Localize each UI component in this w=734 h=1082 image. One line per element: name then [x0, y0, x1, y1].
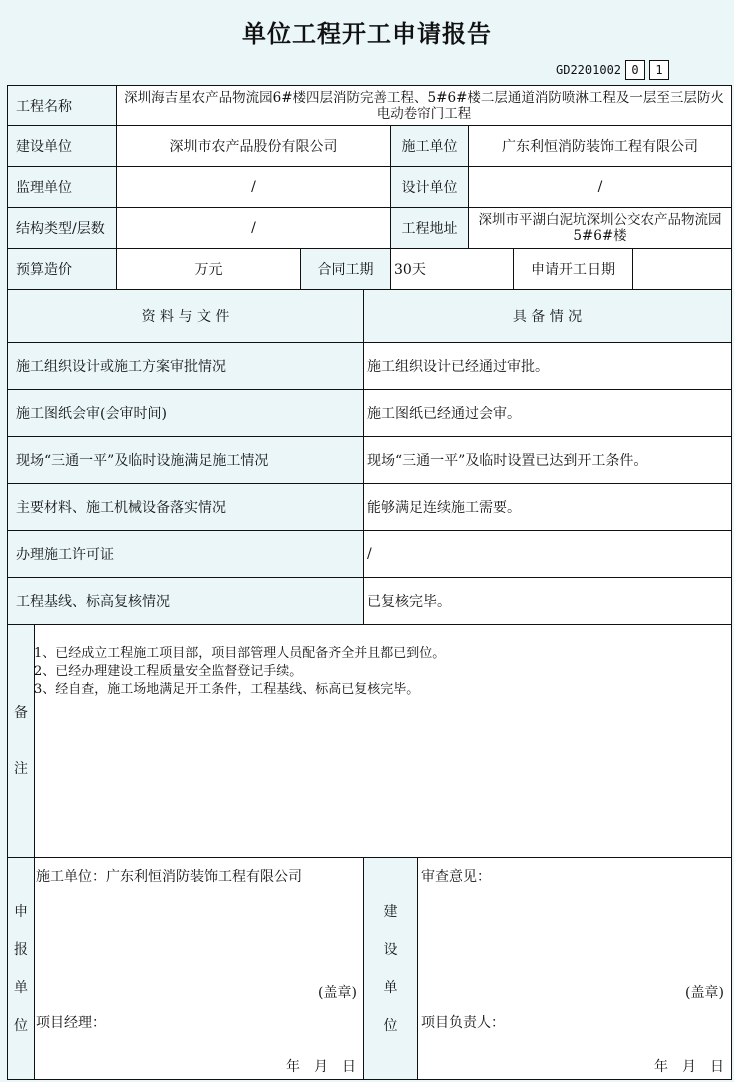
- structure-value: /: [116, 207, 391, 249]
- applicant-char: 位: [14, 1017, 28, 1034]
- remark-line: 1、已经成立工程施工项目部，项目部管理人员配备齐全并且都已到位。: [34, 646, 446, 661]
- contractor-label: 施工单位: [390, 125, 469, 167]
- owner-date: 年 月 日: [654, 1059, 724, 1075]
- applicant-manager: 项目经理：: [36, 1015, 106, 1031]
- applicant-char: 报: [14, 941, 28, 958]
- owner-unit-label: 建设单位: [7, 125, 117, 167]
- item-label: 施工图纸会审(会审时间): [7, 389, 364, 437]
- status-header: 具 备 情 况: [363, 289, 732, 343]
- remarks-label: [7, 624, 35, 858]
- project-name-value: 深圳海吉星农产品物流园6#楼四层消防完善工程、5#6#楼二层通道消防喷淋工程及一层至三层防火电动卷帘门工程: [116, 85, 732, 126]
- start-date-value: [632, 248, 732, 290]
- code-box-2: 1: [649, 60, 669, 80]
- document-code: [556, 60, 669, 80]
- owner-seal: (盖章): [685, 985, 724, 1001]
- owner-char: 建: [383, 903, 398, 920]
- owner-manager: 项目负责人：: [421, 1015, 505, 1031]
- item-value: 施工组织设计已经通过审批。: [363, 342, 732, 390]
- owner-opinion: 审查意见：: [421, 869, 491, 885]
- supervisor-label: 监理单位: [7, 166, 117, 208]
- owner-char: 位: [383, 1017, 398, 1034]
- item-label: 现场“三通一平”及临时设施满足施工情况: [7, 436, 364, 484]
- contract-period-value: 30天: [390, 248, 514, 290]
- item-label: 办理施工许可证: [7, 530, 364, 578]
- applicant-seal: (盖章): [318, 985, 357, 1001]
- page-title: 单位工程开工申请报告: [242, 20, 492, 48]
- applicant-label: [7, 857, 35, 1080]
- project-name-label: 工程名称: [7, 85, 117, 126]
- docs-header: 资 料 与 文 件: [7, 289, 364, 343]
- item-label: 主要材料、施工机械设备落实情况: [7, 483, 364, 531]
- remarks-notes: [34, 645, 445, 699]
- supervisor-value: /: [116, 166, 391, 208]
- owner-char: 设: [383, 941, 398, 958]
- start-date-label: 申请开工日期: [513, 248, 633, 290]
- applicant-date: 年 月 日: [286, 1059, 356, 1075]
- designer-label: 设计单位: [390, 166, 469, 208]
- item-value: 能够满足连续施工需要。: [363, 483, 732, 531]
- remarks-char: 注: [14, 761, 28, 777]
- owner-label: [363, 857, 418, 1080]
- item-value: 已复核完毕。: [363, 577, 732, 625]
- applicant-unit: 施工单位：广东利恒消防装饰工程有限公司: [36, 869, 302, 885]
- remark-line: 3、经自查，施工场地满足开工条件，工程基线、标高已复核完毕。: [34, 682, 420, 697]
- remarks-char: 备: [14, 705, 28, 721]
- address-label: 工程地址: [390, 207, 469, 249]
- budget-value: 万元: [116, 248, 301, 290]
- structure-label: 结构类型/层数: [7, 207, 117, 249]
- item-value: 现场“三通一平”及临时设置已达到开工条件。: [363, 436, 732, 484]
- item-value: /: [363, 530, 732, 578]
- contractor-value: 广东利恒消防装饰工程有限公司: [468, 125, 732, 167]
- code-prefix: GD2201002: [556, 63, 622, 77]
- applicant-char: 单: [14, 979, 28, 996]
- remark-line: 2、已经办理建设工程质量安全监督登记手续。: [34, 664, 303, 679]
- address-value: 深圳市平湖白泥坑深圳公交农产品物流园5#6#楼: [468, 207, 732, 249]
- designer-value: /: [468, 166, 732, 208]
- contract-period-label: 合同工期: [300, 248, 391, 290]
- code-box-1: 0: [625, 60, 645, 80]
- item-label: 工程基线、标高复核情况: [7, 577, 364, 625]
- applicant-box: [34, 857, 364, 1080]
- applicant-char: 申: [14, 903, 28, 920]
- owner-char: 单: [383, 979, 398, 996]
- owner-unit-value: 深圳市农产品股份有限公司: [116, 125, 391, 167]
- owner-box: [417, 857, 732, 1080]
- item-label: 施工组织设计或施工方案审批情况: [7, 342, 364, 390]
- item-value: 施工图纸已经通过会审。: [363, 389, 732, 437]
- budget-label: 预算造价: [7, 248, 117, 290]
